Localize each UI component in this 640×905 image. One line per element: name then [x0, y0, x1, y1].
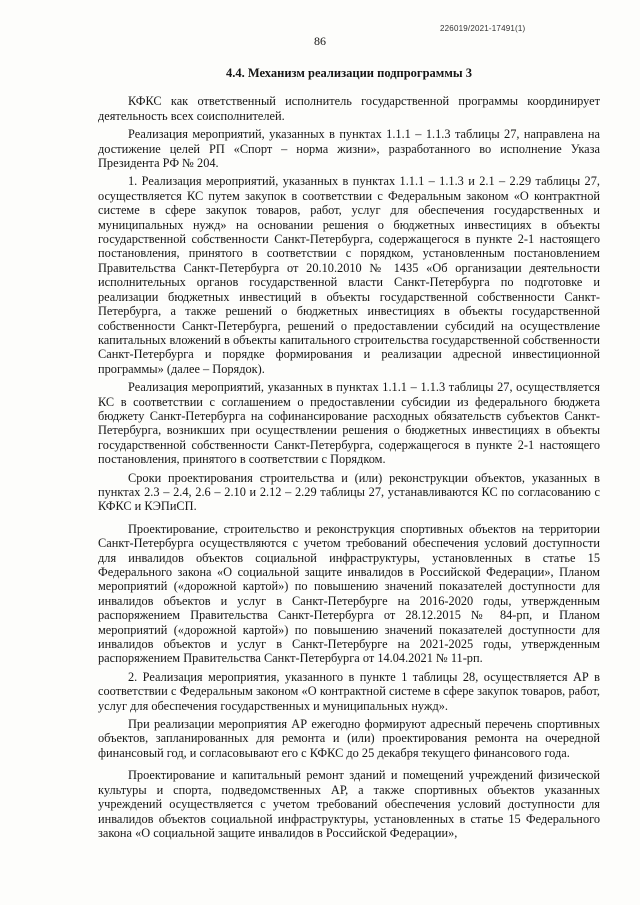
- paragraph: Сроки проектирования строительства и (или) реконструкции объектов, указанных в пунктах 2.3 – 2.4, 2.6 – 2.10 и 2.12 – 2.29 таблицы 27, устанавливаются КС по согласованию с КФКС и КЭПиСП.: [98, 470, 600, 514]
- section-heading: 4.4. Механизм реализации подпрограммы 3: [226, 66, 472, 80]
- paragraph: 2. Реализация мероприятия, указанного в пункте 1 таблицы 28, осуществляется АР в соответствии с Федеральным законом «О контрактной системе в сфере закупок товаров, работ, услуг для обеспечения государственных и муниципальных нужд».: [98, 669, 600, 713]
- paragraph: При реализации мероприятия АР ежегодно формируют адресный перечень спортивных объектов, запланированных для ремонта и (или) проектирования ремонта на очередной финансовый год, и согласовывают его с КФКС до 25 декабря текущего финансового года.: [98, 717, 600, 760]
- paragraph: КФКС как ответственный исполнитель государственной программы координирует деятельность всех соисполнителей.: [98, 94, 600, 123]
- document-body: [98, 66, 600, 844]
- document-id: 226019/2021-17491(1): [440, 24, 526, 33]
- page-number: 86: [314, 34, 326, 48]
- paragraph: 1. Реализация мероприятий, указанных в пунктах 1.1.1 – 1.1.3 и 2.1 – 2.29 таблицы 27, осуществляется КС путем закупок в соответствии с Федеральным законом «О контрактной системе в сфере закупок товаров, работ, услуг для обеспечения государственных и муниципальных нужд» на основании решения о бюджетных инвестициях в объекты государственной собственности Санкт-Петербурга, содержащегося в пункте 2-1 настоящего постановления, принятого в соответствии с порядком, установленным постановлением Правительства Санкт-Петербурга от 20.10.2010 № 1435 «Об организации деятельности исполнительных органов государственной власти Санкт-Петербурга по подготовке и реализации бюджетных инвестиций в объекты государственной собственности Санкт-Петербурга, а также решений о бюджетных инвестициях в объекты государственной собственности Санкт-Петербурга, решений о предоставлении субсидий на осуществление капитальных вложений в объекты капитального строительства государственной собственности Санкт-Петербурга и порядке формирования и реализации адресной инвестиционной программы» (далее – Порядок).: [98, 174, 600, 376]
- paragraph: Проектирование, строительство и реконструкция спортивных объектов на территории Санкт-Петербурга осуществляются с учетом требований обеспечения условий доступности для инвалидов объектов социальной инфраструктуры, установленных в статье 15 Федерального закона «О социальной защите инвалидов в Российской Федерации», Планом мероприятий («дорожной картой») по повышению значений показателей доступности для инвалидов объектов и услуг в Санкт-Петербурге на 2016-2020 годы, утвержденным распоряжением Правительства Санкт-Петербурга от 28.12.2015 № 84-рп, и Планом мероприятий («дорожной картой») по повышению значений показателей доступности для инвалидов объектов и услуг в Санкт-Петербурге на 2021-2025 годы, утвержденным распоряжением Правительства Санкт-Петербурга от 14.04.2021 № 11-рп.: [98, 521, 600, 666]
- paragraph: Реализация мероприятий, указанных в пунктах 1.1.1 – 1.1.3 таблицы 27, осуществляется КС в соответствии с соглашением о предоставлении субсидии из федерального бюджета бюджету Санкт-Петербурга на софинансирование расходных обязательств субъектов Санкт-Петербурга, возникших при осуществлении решения о бюджетных инвестициях в объекты государственной собственности Санкт-Петербурга, содержащегося в пункте 2-1 настоящего постановления, принятого в соответствии с Порядком.: [98, 380, 600, 467]
- paragraph: Проектирование и капитальный ремонт зданий и помещений учреждений физической культуры и спорта, подведомственных АР, а также спортивных объектов указанных учреждений осуществляется с учетом требований обеспечения условий доступности для инвалидов объектов социальной инфраструктуры, установленных в статье 15 Федерального закона «О социальной защите инвалидов в Российской Федерации»,: [98, 768, 600, 840]
- paragraph: Реализация мероприятий, указанных в пунктах 1.1.1 – 1.1.3 таблицы 27, направлена на достижение целей РП «Спорт – норма жизни», разработанного во исполнение Указа Президента РФ № 204.: [98, 127, 600, 171]
